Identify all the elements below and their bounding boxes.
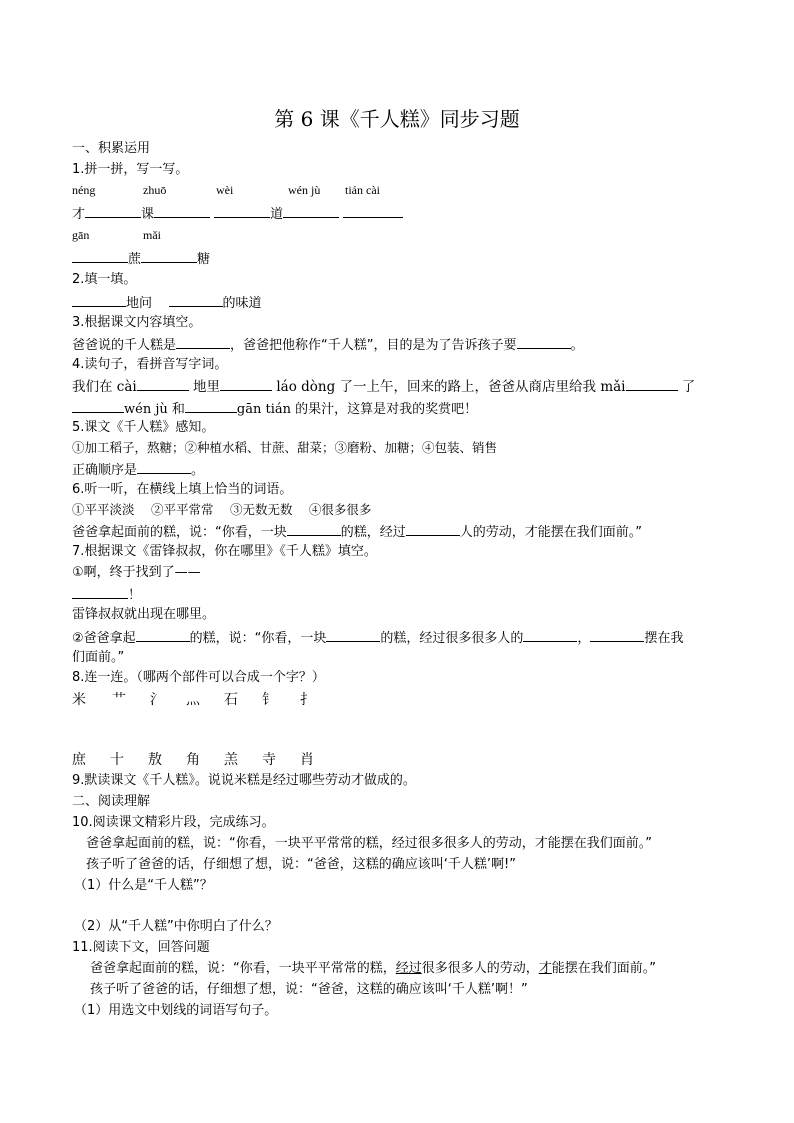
question-3-prompt: 3.根据课文内容填空。 bbox=[72, 315, 202, 330]
match-item-radical[interactable]: 米 bbox=[72, 692, 86, 708]
question-7-line-1: ①啊，终于找到了—— bbox=[72, 565, 201, 580]
question-10-passage-1: 爸爸拿起面前的糕，说：“你看，一块平平常常的糕，经过很多很多人的劳动，才能摆在我们面前。” bbox=[86, 836, 652, 851]
answer-blank[interactable] bbox=[626, 376, 678, 391]
question-10-sub-2: （2）从“千人糕”中你明白了什么？ bbox=[74, 919, 278, 934]
pinyin-neng: néng bbox=[72, 183, 96, 197]
question-8-prompt: 8.连一连。（哪两个部件可以合成一个字？） bbox=[72, 670, 325, 685]
pinyin-gan: gān bbox=[72, 228, 90, 242]
section-heading-2: 二、阅读理解 bbox=[72, 794, 151, 809]
question-7-prompt: 7.根据课文《雷锋叔叔，你在哪里》《千人糕》填空。 bbox=[72, 544, 377, 559]
question-11-passage-2: 孩子听了爸爸的话，仔细想了想，说：“爸爸，这糕的确应该叫‘千人糕’啊！” bbox=[90, 982, 528, 997]
match-item-radical[interactable]: 石 bbox=[224, 692, 238, 708]
question-2-prompt: 2.填一填。 bbox=[72, 272, 137, 287]
question-4-line-1: 我们在 cài 地里 láo dòng 了一上午，回来的路上，爸爸从商店里给我 mǎi 了 bbox=[72, 376, 695, 397]
answer-blank[interactable] bbox=[343, 203, 357, 218]
match-item-radical[interactable]: 艹 bbox=[112, 692, 126, 708]
question-2-line: 地问 的味道 bbox=[72, 292, 262, 314]
match-item-component[interactable]: 庶 bbox=[72, 752, 86, 768]
answer-blank[interactable] bbox=[72, 292, 126, 307]
underlined-word: 才 bbox=[538, 961, 552, 976]
answer-blank[interactable] bbox=[214, 203, 270, 218]
answer-blank[interactable] bbox=[287, 521, 341, 536]
pinyin-wenju: wén jù bbox=[288, 183, 321, 197]
write-row-2: 蔗 糖 bbox=[72, 248, 210, 270]
answer-blank[interactable] bbox=[137, 459, 191, 474]
radical-row bbox=[0, 689, 794, 711]
underlined-word: 经过 bbox=[395, 961, 422, 976]
match-item-radical[interactable]: 钅 bbox=[262, 692, 276, 708]
pinyin-tiancai: tián cài bbox=[345, 183, 380, 197]
question-10-prompt: 10.阅读课文精彩片段，完成练习。 bbox=[72, 815, 275, 830]
match-item-radical[interactable]: 氵 bbox=[150, 692, 164, 708]
answer-blank[interactable] bbox=[517, 334, 571, 349]
question-11-prompt: 11.阅读下文，回答问题 bbox=[72, 940, 210, 955]
question-10-passage-2: 孩子听了爸爸的话，仔细想了想，说：“爸爸，这糕的确应该叫‘千人糕’啊!” bbox=[86, 857, 516, 872]
answer-blank[interactable] bbox=[72, 398, 124, 413]
question-5-answer: 正确顺序是 。 bbox=[72, 459, 204, 481]
write-row-1: 才 课 道 bbox=[72, 203, 403, 225]
match-item-component[interactable]: 敖 bbox=[148, 752, 162, 768]
question-10-sub-1: （1）什么是“千人糕”？ bbox=[74, 878, 213, 893]
pinyin-mai: mǎi bbox=[143, 228, 161, 242]
question-7-line-3: 雷锋叔叔就出现在哪里。 bbox=[72, 607, 216, 622]
answer-blank[interactable] bbox=[154, 203, 210, 218]
question-4-prompt: 4.读句子，看拼音写字词。 bbox=[72, 357, 228, 372]
section-heading-1: 一、积累运用 bbox=[72, 141, 151, 156]
answer-blank[interactable] bbox=[283, 203, 339, 218]
answer-blank[interactable] bbox=[176, 334, 230, 349]
pinyin-zhuo: zhuō bbox=[143, 183, 167, 197]
answer-blank[interactable] bbox=[357, 203, 403, 218]
match-item-component[interactable]: 十 bbox=[110, 752, 124, 768]
answer-blank[interactable] bbox=[220, 376, 272, 391]
question-7-line-5: 们面前。” bbox=[72, 650, 125, 665]
question-6-line: 爸爸拿起面前的糕，说：“你看，一块 的糕，经过 人的劳动，才能摆在我们面前。” bbox=[72, 521, 642, 543]
answer-blank[interactable] bbox=[72, 248, 128, 263]
answer-blank[interactable] bbox=[185, 398, 237, 413]
answer-blank[interactable] bbox=[136, 627, 190, 642]
answer-blank[interactable] bbox=[85, 203, 141, 218]
match-item-component[interactable]: 羔 bbox=[224, 752, 238, 768]
match-item-component[interactable]: 角 bbox=[186, 752, 200, 768]
answer-blank[interactable] bbox=[406, 521, 460, 536]
question-4-line-2: wén jù 和 gān tián 的果汁，这算是对我的奖赏吧！ bbox=[72, 398, 477, 420]
answer-blank[interactable] bbox=[72, 584, 128, 599]
answer-blank[interactable] bbox=[141, 248, 197, 263]
question-1-prompt: 1.拼一拼，写一写。 bbox=[72, 162, 189, 177]
answer-blank[interactable] bbox=[523, 627, 577, 642]
question-9-prompt: 9.默读课文《千人糕》。说说米糕是经过哪些劳动才做成的。 bbox=[72, 773, 416, 788]
match-item-component[interactable]: 肖 bbox=[300, 752, 314, 768]
question-7-line-4: ②爸爸拿起 的糕，说：“你看，一块 的糕，经过很多很多人的 ， 摆在我 bbox=[72, 627, 683, 649]
pinyin-wei: wèi bbox=[216, 183, 234, 197]
component-row bbox=[0, 749, 794, 771]
question-6-prompt: 6.听一听，在横线上填上恰当的词语。 bbox=[72, 482, 293, 497]
answer-blank[interactable] bbox=[326, 627, 380, 642]
answer-blank[interactable] bbox=[169, 292, 223, 307]
question-11-passage-1: 爸爸拿起面前的糕，说：“你看，一块平平常常的糕，经过很多很多人的劳动，才能摆在我们面前。” bbox=[90, 961, 657, 976]
answer-blank[interactable] bbox=[137, 376, 189, 391]
question-5-prompt: 5.课文《千人糕》感知。 bbox=[72, 420, 215, 435]
match-item-radical[interactable]: 扌 bbox=[300, 692, 314, 708]
question-7-line-2: ！ bbox=[72, 584, 141, 606]
page-title: 第 6 课《千人糕》同步习题 bbox=[274, 107, 520, 131]
question-5-options: ①加工稻子，熬糖；②种植水稻、甘蔗、甜菜；③磨粉、加糖；④包装、销售 bbox=[72, 440, 498, 455]
answer-blank[interactable] bbox=[590, 627, 644, 642]
match-item-radical[interactable]: 灬 bbox=[186, 692, 200, 708]
question-11-sub-1: （1）用选文中划线的词语写句子。 bbox=[74, 1003, 278, 1018]
question-3-line: 爸爸说的千人糕是 ，爸爸把他称作“千人糕”，目的是为了告诉孩子要 。 bbox=[72, 334, 584, 356]
match-item-component[interactable]: 寺 bbox=[262, 752, 276, 768]
question-6-options: ①平平淡淡 ②平平常常 ③无数无数 ④很多很多 bbox=[72, 502, 372, 517]
